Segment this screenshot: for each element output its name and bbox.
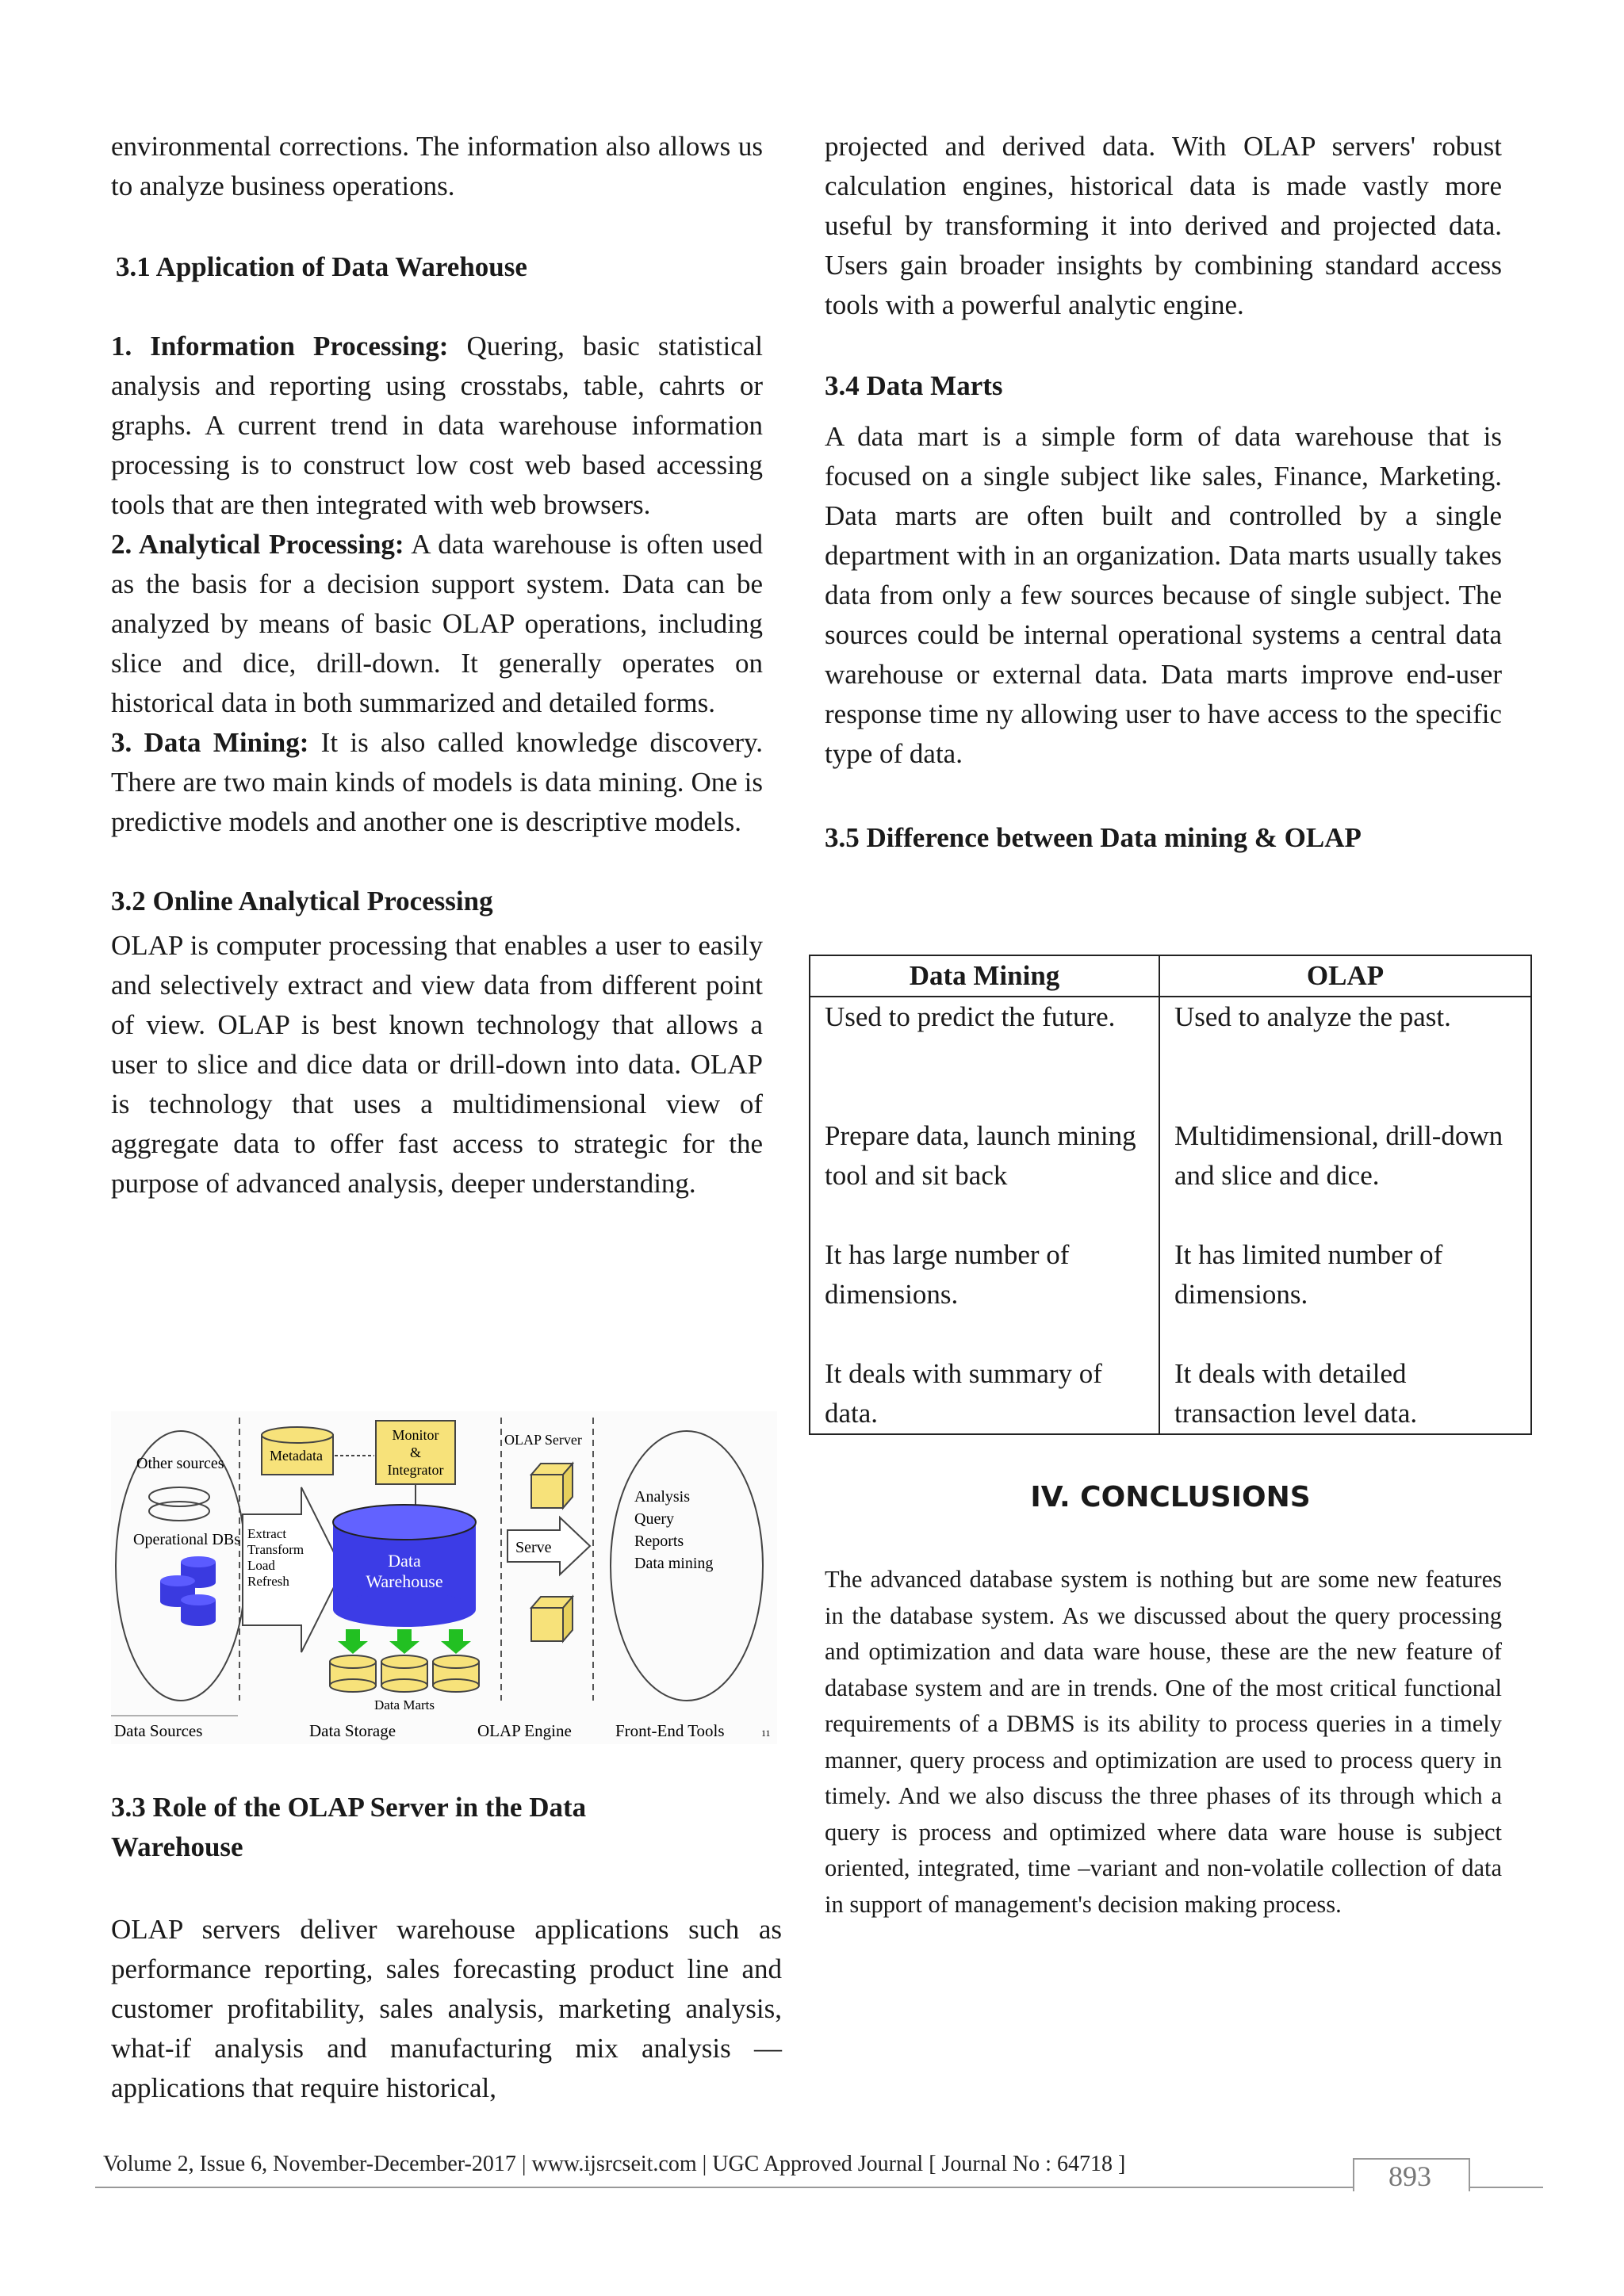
conclusions-paragraph: The advanced database system is nothing but are some new features in the database system. As we discussed about the query processing and optimization and data ware house, these are the new feature of database system and are in trends. One of the most critical functional requirements of a DBMS is its ability to process queries in a timely manner, query process and optimization are used to process query in timely. And we also discuss the three phases of its through which a query is process and optimized where data ware house is subject oriented, integrated, time –variant and non-volatile collection of data in support of management's decision making process. [825, 1566, 1502, 1918]
analysis-label: Analysis [634, 1488, 690, 1506]
extract-label: Extract [247, 1526, 287, 1541]
table-row [810, 997, 1531, 1116]
footer-rule [95, 2187, 1543, 2188]
list-item-text: A data warehouse is often used as the basis for a decision support system. Data can be analyzed by means of basic OLAP operations, including slice and dice, drill-down. It generally operates on historical data in both summarized and detailed forms. [111, 529, 763, 718]
data-warehouse-architecture-figure [111, 1411, 777, 1744]
table-cell: It deals with summary of data. [810, 1354, 1159, 1434]
refresh-label: Refresh [247, 1574, 289, 1589]
monitor-label: Monitor [392, 1427, 439, 1443]
left-column [111, 127, 763, 1203]
list-item-data-mining [111, 723, 763, 842]
load-label: Load [247, 1558, 275, 1573]
transform-label: Transform [247, 1542, 304, 1557]
data-marts-cylinders-icon [330, 1655, 479, 1692]
table-row [810, 1116, 1531, 1235]
table-row [810, 1354, 1531, 1434]
list-item-analytical-processing [111, 525, 763, 723]
metadata-label: Metadata [270, 1448, 323, 1464]
table-cell: Used to predict the future. [810, 997, 1159, 1116]
query-label: Query [634, 1510, 674, 1528]
olap-engine-label: OLAP Engine [477, 1721, 572, 1740]
serve-label: Serve [515, 1539, 552, 1556]
table-cell: It has large number of dimensions. [810, 1235, 1159, 1354]
table-row [810, 1235, 1531, 1354]
section-3-3-heading: 3.3 Role of the OLAP Server in the Data Warehouse [111, 1792, 587, 1862]
list-item-label: 3. Data Mining: [111, 727, 309, 758]
section-3-3 [111, 1788, 782, 2108]
page-number: 893 [1388, 2160, 1431, 2192]
olap-server-cube-icon [531, 1464, 573, 1508]
amp-label: & [409, 1445, 422, 1460]
list-item-information-processing [111, 327, 763, 525]
table-header-row [810, 955, 1531, 997]
data-sources-label: Data Sources [114, 1721, 203, 1740]
data-storage-label: Data Storage [309, 1721, 396, 1740]
front-end-tools-label: Front-End Tools [615, 1721, 725, 1740]
warehouse-label: Warehouse [366, 1571, 443, 1591]
list-item-label: 2. Analytical Processing: [111, 529, 404, 560]
data-label: Data [388, 1551, 421, 1571]
list-item-text: It is also called knowledge discovery. There are two main kinds of models is data mining. One is predictive models and another one is descriptive models. [111, 727, 763, 837]
footer-text: Volume 2, Issue 6, November-December-2017 | www.ijsrcseit.com | UGC Approved Journal [ Journal No : 64718 ] [103, 2152, 1126, 2176]
other-sources-label: Other sources [136, 1455, 224, 1472]
table-cell: It deals with detailed transaction level data. [1159, 1354, 1531, 1434]
figure-number: 11 [761, 1728, 771, 1739]
olap-server-label: OLAP Server [504, 1432, 582, 1448]
table-header-olap: OLAP [1159, 955, 1531, 997]
data-mining-label: Data mining [634, 1555, 714, 1572]
right-column [825, 127, 1502, 858]
list-item-label: 1. Information Processing: [111, 331, 449, 362]
data-marts-label: Data Marts [373, 1697, 435, 1712]
table-header-data-mining: Data Mining [810, 955, 1159, 997]
olap-server-cube-icon-2 [531, 1597, 573, 1641]
right-intro-paragraph: projected and derived data. With OLAP servers' robust calculation engines, historical data is made vastly more useful by transforming it into derived and projected data. Users gain broader insights by combining standard access tools with a powerful analytic engine. [825, 131, 1502, 320]
section-3-4-paragraph: A data mart is a simple form of data warehouse that is focused on a single subject like sales, Finance, Marketing. Data marts are often built and controlled by a single department with in an organization. Data marts usually takes data from only a few sources because of single subject. The sources could be internal operational systems a central data warehouse or external data. Data marts improve end-user response time ny allowing user to have access to the specific type of data. [825, 421, 1502, 769]
conclusions-heading: IV. CONCLUSIONS [1030, 1481, 1311, 1513]
operational-dbs-label: Operational DBs [133, 1531, 240, 1548]
list-item-text: Quering, basic statistical analysis and reporting using crosstabs, table, cahrts or graphs. A current trend in data warehouse information processing is to construct low cost web based accessing tools that are then integrated with web browsers. [111, 331, 764, 520]
left-intro-paragraph: environmental corrections. The information also allows us to analyze business operations. [111, 131, 763, 201]
section-3-2-heading: 3.2 Online Analytical Processing [111, 886, 493, 916]
integrator-label: Integrator [387, 1462, 444, 1478]
difference-table [809, 955, 1532, 1435]
section-3-1-heading: 3.1 Application of Data Warehouse [116, 251, 527, 282]
section-3-3-paragraph: OLAP servers deliver warehouse applications such as performance reporting, sales forecasting product line and customer profitability, sales analysis, marketing analysis, what-if analysis and manufacturing mix analysis — applications that require historical, [111, 1914, 782, 2103]
table-cell: Multidimensional, drill-down and slice and dice. [1159, 1116, 1531, 1235]
section-3-5-heading: 3.5 Difference between Data mining & OLAP [825, 822, 1362, 853]
table-cell: It has limited number of dimensions. [1159, 1235, 1531, 1354]
section-3-2-paragraph: OLAP is computer processing that enables a user to easily and selectively extract and view data from different point of view. OLAP is best known technology that allows a user to slice and dice data or drill-down into data. OLAP is technology that uses a multidimensional view of aggregate data to offer fast access to strategic for the purpose of advanced analysis, deeper understanding. [111, 930, 763, 1199]
reports-label: Reports [634, 1533, 684, 1550]
table-cell: Used to analyze the past. [1159, 997, 1531, 1116]
table-cell: Prepare data, launch mining tool and sit back [810, 1116, 1159, 1235]
section-3-4-heading: 3.4 Data Marts [825, 370, 1003, 401]
